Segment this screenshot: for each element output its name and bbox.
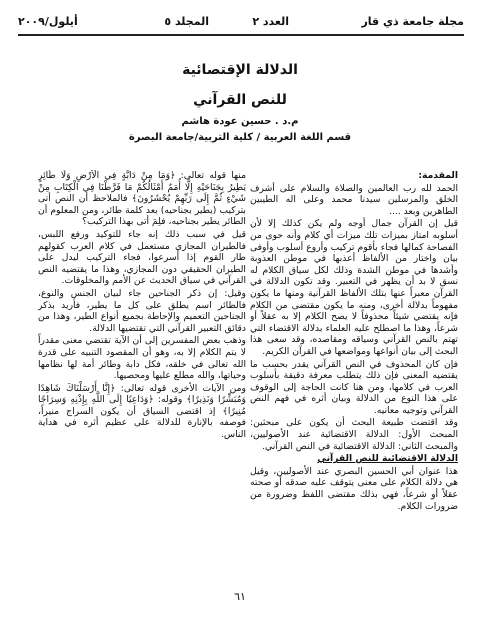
paragraph: ومن الآيات الأخرى قوله تعالى: ﴿إِنَّا أَرْسَلْنَاكَ شَاهِدًا وَمُبَشِّرًا وَنَذِيرًا﴾ وقوله: ﴿وَدَاعِيًا إِلَى اللَّهِ بِإِذْنِهِ وَسِرَاجًا مُنِيرًا﴾ إذ اقتضى السياق أن يكون السراج منيراً، فوصفه بالإنارة للدلالة على عظيم أثره في هداية الناس.	[38, 382, 246, 441]
paragraph: هذا عنوان أبي الحسين البصري عند الأصوليين، وقيل هي دلالة الكلام على معنى يتوقف عليه صدقه أو صحته عقلاً أو شرعاً، فهي بذلك مقتضى اللفظ وضرورة من ضرورات الكلام.	[250, 465, 458, 512]
paragraph: قيل في سبب ذلك إنه جاء للتوكيد ورفع اللبس، فالطيران المجازي مستعمل في كلام العرب كقولهم طار القوم إذا أسرعوا، فجاء التركيب ليدل على الطيران الحقيقي دون المجازي، وهذا ما يقتضيه النص القرآني في سياق الحديث عن الأمم والمخلوقات.	[38, 228, 246, 287]
publication-date: أيلول/٢٠٠٩	[18, 15, 78, 28]
paper-title-line2: للنص القرآني	[193, 92, 287, 108]
author-name: م.د . حسين عودة هاشم	[181, 116, 299, 127]
page-number: ٦١	[234, 590, 246, 603]
section-heading: المقدمة:	[418, 170, 458, 181]
paper-title: الدلالة الإقتصائية	[182, 62, 298, 78]
issue-number: العدد ٢	[252, 15, 289, 28]
paragraph: منها قوله تعالى: ﴿وَمَا مِنْ دَابَّةٍ فِي الْأَرْضِ وَلَا طَائِرٍ يَطِيرُ بِجَنَاحَيْهِ إِلَّا أُمَمٌ أَمْثَالُكُمْ مَا فَرَّطْنَا فِي الْكِتَابِ مِنْ شَيْءٍ ثُمَّ إِلَى رَبِّهِمْ يُحْشَرُونَ﴾ فالملاحظ أن النص أتى بتركيب (يطير بجناحيه) بعد كلمة طائر، ومن المعلوم أن الطائر يطير بجناحيه، فلِمَ أتى بهذا التركيب؟	[38, 170, 246, 228]
author-affiliation: قسم اللغة العربية / كلية التربية/جامعة البصرة	[128, 132, 352, 143]
paragraph: الحمد لله رب العالمين والصلاة والسلام على أشرف الخلق والمرسلين سيدنا محمد وعلى اله الطيبين الطاهرين وبعد ....	[250, 182, 458, 217]
subsection-heading: الدلالة الاقتضائية للنص القرآني	[317, 453, 458, 465]
volume-number: المجلد ٥	[164, 15, 209, 28]
left-text-column	[38, 170, 246, 570]
paragraph: وقد اقتضت طبيعة البحث أن يكون على مبحثين: المبحث الأول: الدلالة الاقتضائية عند الأصوليين، والمبحث الثاني: الدلالة الاقتضائية في النص القرآني.	[250, 417, 458, 452]
right-text-column	[250, 170, 458, 570]
paragraph: وقيل: إن ذكر الجناحين جاء لبيان الجنس والنوع، فالطائر اسم يطلق على كل ما يطير، فأريد بذكر الجناحين التعميم والإحاطة بجميع أنواع الطير، وهذا من دقائق التعبير القرآني التي تقتضيها الدلالة.	[38, 287, 246, 334]
journal-name: مجلة جامعة ذي قار	[361, 15, 464, 28]
running-header	[18, 12, 464, 36]
paragraph: فإن كان المحذوف في النص القرآني يقدر بحسب ما يقتضيه المعنى فإن ذلك يتطلب معرفة دقيقة بأسلوب العرب في كلامها، ومن هنا كانت الحاجة إلى الوقوف على هذا النوع من الدلالة وبيان أثره في فهم النص القرآني وتوجيه معانيه.	[250, 358, 458, 416]
paragraph: قيل إن القرآن جمال أوجه ولم يكن كذلك إلا لأن أسلوبه امتاز بميزات تلك ميزات أي كلام وأنه حوى من الفصاحة كمالها فجاء بأقوم تركيب وأروع أسلوب وأوفى بيان واختار من الألفاظ أعذبها في موطن العذوبة وأشدها في موطن الشدة وذلك لكل سياق الكلام له نسق لا بد أن يظهر في التعبير. وقد تكون الدلالة في القرآن معبراً عنها بتلك الألفاظ القرآنية ومنها ما يكون مفهوماً بدلالة أخرى، ومنه ما يكون مقتضى من الكلام فإنه يقتضي شيئاً محذوفاً لا يصح الكلام إلا به عقلاً أو شرعاً، وهذا ما اصطلح عليه العلماء بدلالة الاقتضاء التي تهتم بالنص القرآني وسياقه ومقاصده، وقد سعى هذا البحث إلى بيان أنواعها ومواضعها في القرآن الكريم.	[250, 218, 458, 357]
paragraph: وذهب بعض المفسرين إلى أن الآية تقتضي معنى مقدراً لا يتم الكلام إلا به، وهو أن المقصود التنبيه على قدرة الله تعالى في خلقه، فكل دابة وطائر أمة لها نظامها وحياتها، والله مطلع عليها ومحصيها.	[38, 335, 246, 382]
